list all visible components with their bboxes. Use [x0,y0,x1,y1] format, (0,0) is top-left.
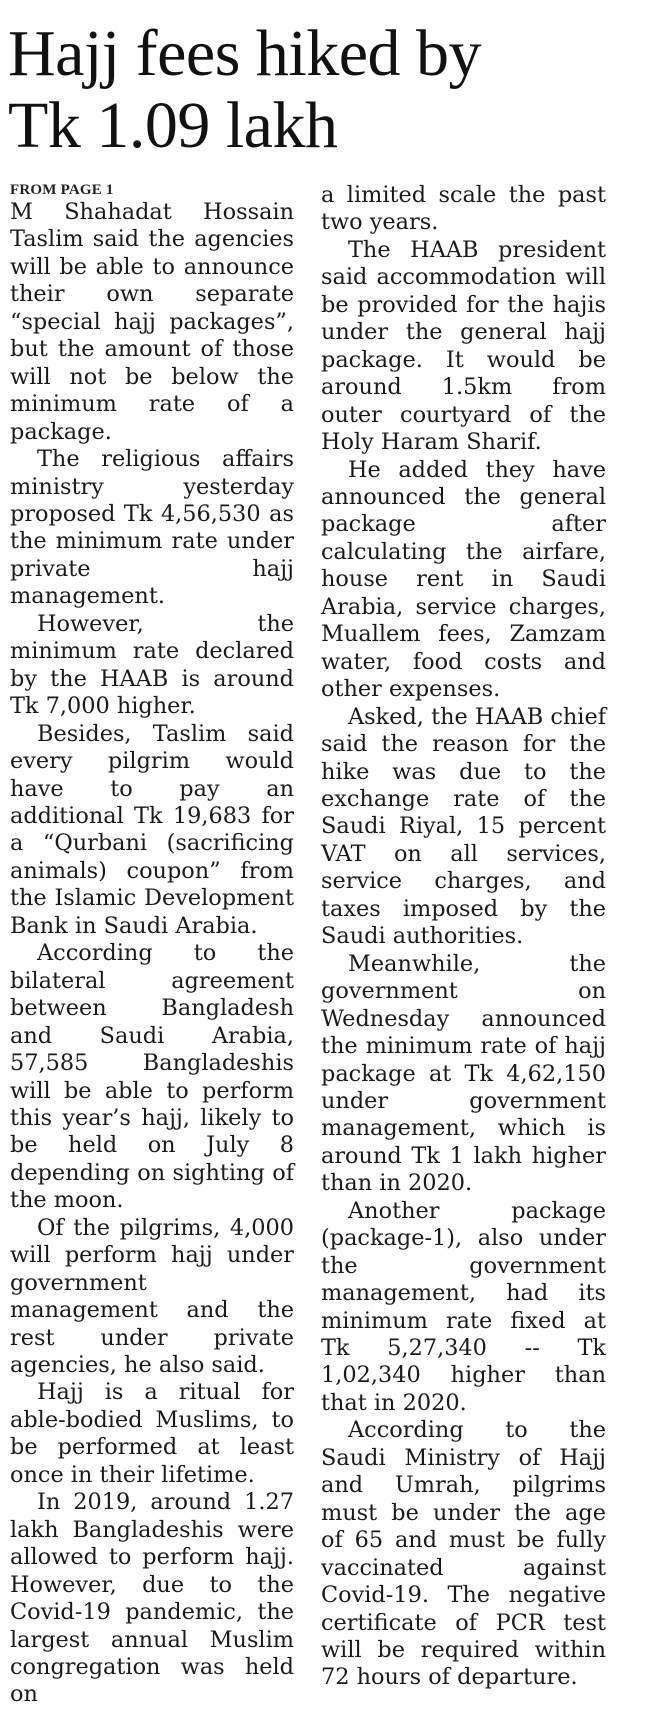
paragraph: Hajj is a ritual for able-bodied Muslims, to be performed at least once in their lifetime. [10,1379,294,1488]
article-column-right [321,182,606,1692]
paragraph: M Shahadat Hossain Taslim said the agencies will be able to announce their own separate “special hajj packages”, but the amount of those will not be below the minimum rate of a package. [10,199,294,445]
paragraph-continued: a limited scale the past two years. [321,182,606,236]
article-column-left [10,182,294,1709]
paragraph: Another package (package-1), also under the government management, had its minimum rate fixed at Tk 5,27,340 -- Tk 1,02,340 higher than that in 2020. [321,1197,606,1416]
paragraph: According to the bilateral agreement between Bangladesh and Saudi Arabia, 57,585 Bangladeshis will be able to perform this year’s hajj, likely to be held on July 8 depending on sighting of the moon. [10,940,294,1214]
paragraph: The religious affairs ministry yesterday proposed Tk 4,56,530 as the minimum rate under private hajj management. [10,446,294,610]
paragraph: According to the Saudi Ministry of Hajj and Umrah, pilgrims must be under the age of 65 and must be fully vaccinated against Covid-19. The negative certificate of PCR test will be required within 72 hours of departure. [321,1417,606,1691]
paragraph: In 2019, around 1.27 lakh Bangladeshis were allowed to perform hajj. However, due to the Covid-19 pandemic, the largest annual Muslim congregation was held on [10,1489,294,1708]
paragraph: Asked, the HAAB chief said the reason for the hike was due to the exchange rate of the Saudi Riyal, 15 percent VAT on all services, service charges, and taxes imposed by the Saudi authorities. [321,703,606,950]
headline [8,18,638,162]
headline-line-1: Hajj fees hiked by [8,17,482,90]
paragraph: He added they have announced the general package after calculating the airfare, house rent in Saudi Arabia, service charges, Muallem fees, Zamzam water, food costs and other expenses. [321,456,606,703]
paragraph: Of the pilgrims, 4,000 will perform hajj under government management and the rest under private agencies, he also said. [10,1214,294,1379]
paragraph: Besides, Taslim said every pilgrim would have to pay an additional Tk 19,683 for a “Qurbani (sacrificing animals) coupon” from the Islamic Development Bank in Saudi Arabia. [10,720,294,939]
paragraph: Meanwhile, the government on Wednesday announced the minimum rate of hajj package at Tk 4,62,150 under government management, which is around Tk 1 lakh higher than in 2020. [321,950,606,1197]
paragraph: The HAAB president said accommodation will be provided for the hajis under the general hajj package. It would be around 1.5km from outer courtyard of the Holy Haram Sharif. [321,236,606,456]
headline-line-2: Tk 1.09 lakh [8,89,338,162]
jump-label: FROM PAGE 1 [10,182,114,198]
paragraph: However, the minimum rate declared by the HAAB is around Tk 7,000 higher. [10,610,294,720]
